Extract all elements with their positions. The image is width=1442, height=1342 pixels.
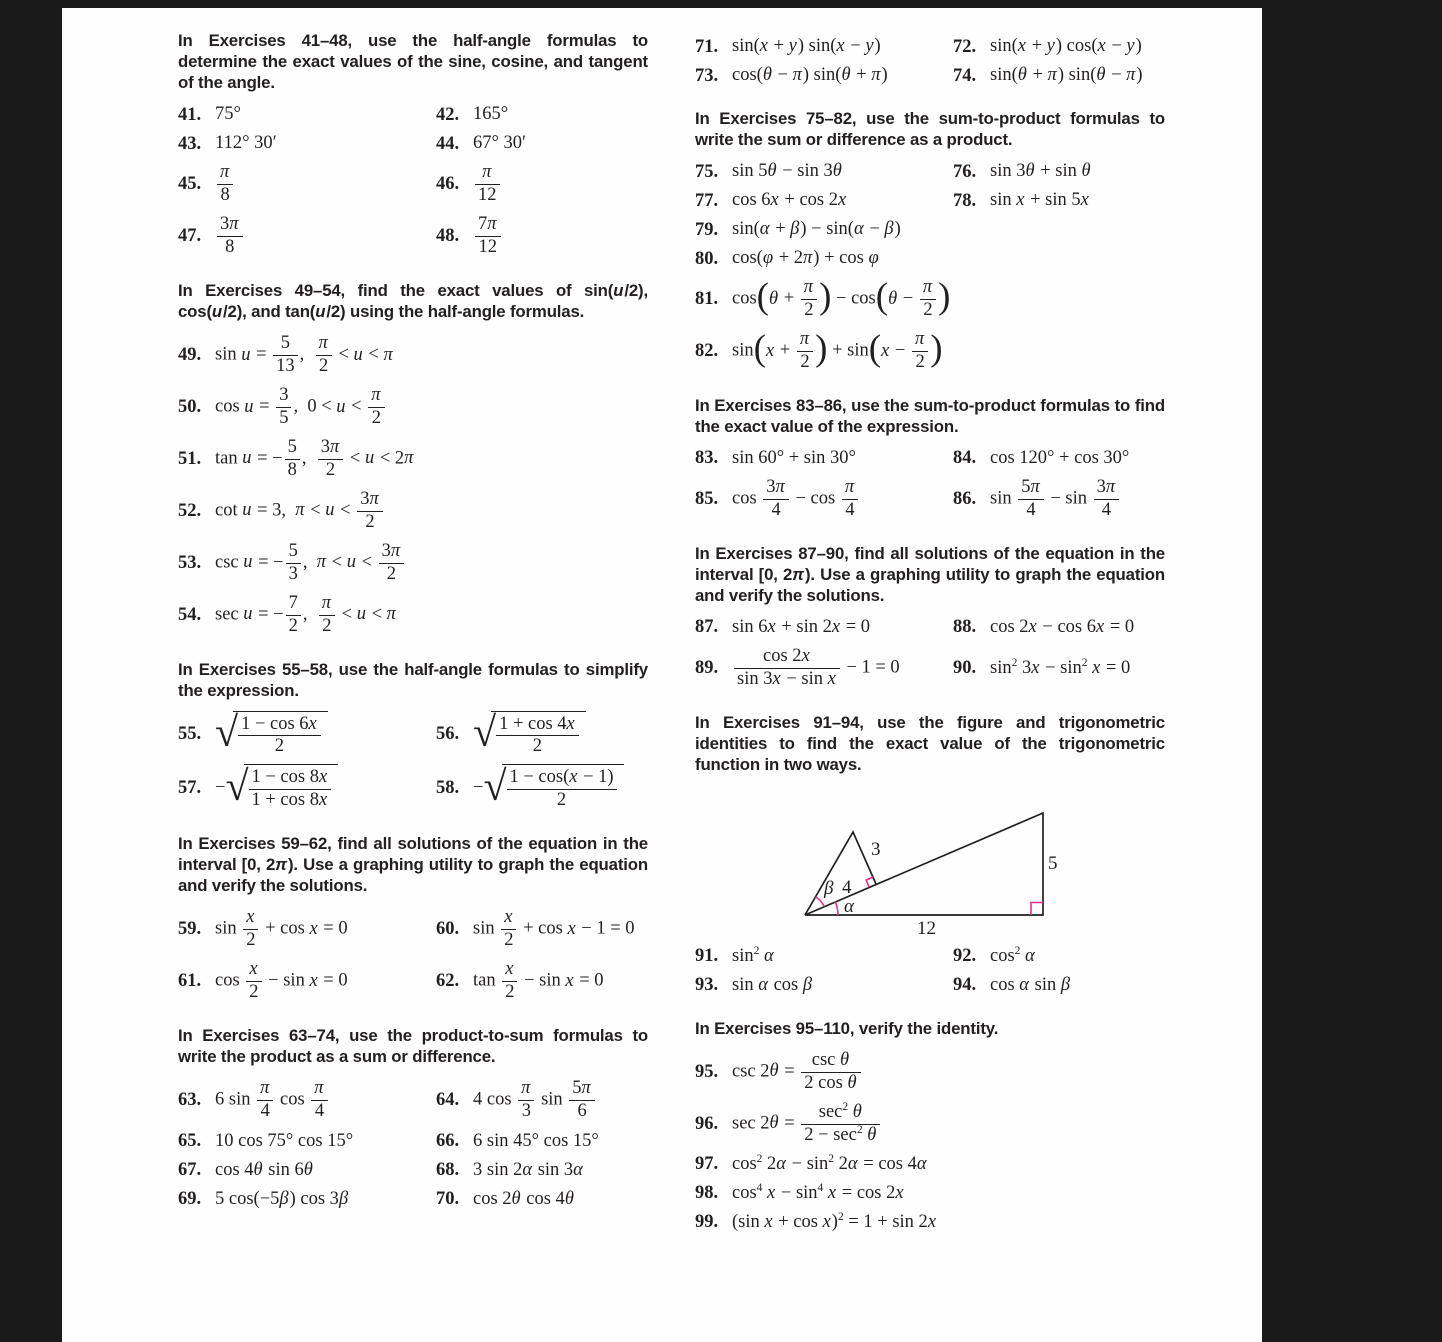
exercise-number: 72. xyxy=(953,36,977,57)
exercise-item xyxy=(953,616,1165,640)
exercise-section xyxy=(695,108,1165,375)
exercise-item xyxy=(178,436,648,483)
exercise-expression: 67° 30′ xyxy=(473,133,527,154)
exercise-expression: cos 6x + cos 2x xyxy=(732,190,847,211)
right-angle-mark-large xyxy=(1031,902,1043,915)
exercise-expression: $\frac{\pi}{12}$ xyxy=(473,161,502,208)
exercise-item xyxy=(953,974,1165,998)
exercise-number: 92. xyxy=(953,946,977,967)
exercise-number: 52. xyxy=(178,500,202,521)
exercise-row xyxy=(178,1129,648,1153)
exercise-item xyxy=(436,764,648,813)
exercise-section xyxy=(178,659,648,814)
exercise-section xyxy=(695,543,1165,692)
exercise-expression: sin x + sin 5x xyxy=(990,190,1089,211)
exercise-item xyxy=(695,645,953,692)
exercise-item xyxy=(436,161,648,208)
exercise-item xyxy=(695,1101,1165,1148)
exercise-expression: cos α sin β xyxy=(990,975,1071,996)
exercise-expression: $\frac{7\pi}{12}$ xyxy=(473,213,503,260)
exercise-item xyxy=(436,1129,648,1153)
exercise-row xyxy=(178,161,648,208)
exercise-item xyxy=(436,711,648,760)
exercise-item xyxy=(953,656,1165,680)
beta-angle-arc xyxy=(816,897,825,907)
exercise-item xyxy=(436,1077,648,1124)
section-instructions: In Exercises 59–62, find all solutions of the equation in the interval [0, 2π). Use a graphing utility to graph the equation and verify the solutions. xyxy=(178,834,648,896)
exercise-item xyxy=(436,1187,648,1211)
exercise-number: 98. xyxy=(695,1183,719,1204)
section-instructions: In Exercises 91–94, use the figure and trigonometric identities to find the exact value of the trigonometric function in two ways. xyxy=(695,712,1165,774)
exercise-expression: $\frac{\pi}{8}$ xyxy=(215,161,235,208)
exercise-number: 57. xyxy=(178,778,202,799)
exercise-section xyxy=(695,395,1165,523)
exercise-item xyxy=(953,945,1165,969)
exercise-number: 73. xyxy=(695,65,719,86)
exercise-item xyxy=(695,974,953,998)
exercise-row xyxy=(178,488,648,535)
exercise-row xyxy=(695,447,1165,471)
exercise-number: 67. xyxy=(178,1159,202,1180)
exercise-number: 78. xyxy=(953,190,977,211)
small-right-triangle xyxy=(805,832,876,915)
exercise-row xyxy=(695,1182,1165,1206)
exercise-row xyxy=(178,711,648,760)
exercise-expression: sin 5θ − sin 3θ xyxy=(732,161,842,182)
exercise-number: 55. xyxy=(178,724,202,745)
triangle-figure xyxy=(795,787,1165,939)
exercise-number: 99. xyxy=(695,1212,719,1233)
exercise-number: 79. xyxy=(695,219,719,240)
exercise-item xyxy=(695,447,953,471)
exercise-expression: sin(x + $\frac{\pi}{2}$ ) + sin(x − $\frac{\pi}{2}$ ) xyxy=(732,328,943,372)
exercise-expression: sin(x + y) sin(x − y) xyxy=(732,36,881,57)
exercise-row xyxy=(695,64,1165,88)
exercise-row xyxy=(178,1187,648,1211)
exercise-number: 96. xyxy=(695,1113,719,1134)
exercise-row xyxy=(695,189,1165,213)
exercise-row xyxy=(695,218,1165,242)
exercise-item xyxy=(953,476,1165,523)
exercise-number: 94. xyxy=(953,975,977,996)
scan-border-top xyxy=(0,0,1442,8)
section-instructions: In Exercises 75–82, use the sum-to-product formulas to write the sum or difference as a product. xyxy=(695,109,1165,149)
exercise-expression: 165° xyxy=(473,104,509,125)
exercise-item xyxy=(695,476,953,523)
exercise-item xyxy=(695,276,1165,323)
exercise-number: 80. xyxy=(695,248,719,269)
exercise-number: 81. xyxy=(695,288,719,309)
exercise-row xyxy=(178,1077,648,1124)
figure-label-side4: 4 xyxy=(842,876,852,898)
exercise-item xyxy=(695,160,953,184)
exercise-row xyxy=(178,436,648,483)
exercise-row xyxy=(695,160,1165,184)
exercise-number: 63. xyxy=(178,1090,202,1111)
exercise-item xyxy=(178,332,648,379)
two-column-layout xyxy=(178,30,1165,1240)
exercise-expression: sin(x + y) cos(x − y) xyxy=(990,36,1142,57)
exercise-row xyxy=(695,974,1165,998)
exercise-item xyxy=(178,1129,436,1153)
exercise-item xyxy=(953,189,1165,213)
section-instructions: In Exercises 83–86, use the sum-to-product formulas to find the exact value of the expression. xyxy=(695,395,1165,436)
exercise-expression: sin $\frac{x}{2}$ + cos x = 0 xyxy=(215,907,348,951)
exercise-item xyxy=(436,958,648,1005)
exercise-expression: $\frac{\cos 2x}{\text{sin 3x − sin x}}$ − 1 = 0 xyxy=(732,645,900,692)
exercise-row xyxy=(695,1049,1165,1096)
exercise-expression: cos(θ + $\frac{\pi}{2}$ ) − cos(θ − $\frac{\pi}{2}$ ) xyxy=(732,276,951,320)
exercise-expression: sec u = − $\frac{7}{2}$ , $\frac{\pi}{2}$ < u < π xyxy=(215,592,396,636)
exercise-expression: csc u = − $\frac{5}{3}$ , π < u < $\frac{3\pi}{2}$ xyxy=(215,540,406,587)
exercise-row xyxy=(178,958,648,1005)
exercise-expression: sin u = $\frac{5}{13}$ , $\frac{\pi}{2}$ < u < π xyxy=(215,332,393,376)
exercise-row xyxy=(178,540,648,587)
exercise-number: 77. xyxy=(695,190,719,211)
exercise-expression: $\cos^2 2\alpha - \sin^2 2\alpha = \cos 4\alpha$ xyxy=(732,1152,927,1175)
exercise-expression: cos u = $\frac{3}{5}$ , 0 < u < $\frac{\pi}{2}$ xyxy=(215,384,387,431)
exercise-number: 56. xyxy=(436,724,460,745)
left-column xyxy=(178,30,648,1240)
exercise-item xyxy=(178,213,436,260)
exercise-number: 93. xyxy=(695,975,719,996)
exercise-expression: cos 2x − cos 6x = 0 xyxy=(990,617,1135,638)
exercise-item xyxy=(178,384,648,431)
figure-label-base: 12 xyxy=(917,917,936,939)
section-instructions: In Exercises 49–54, find the exact values of sin(u/2), cos(u/2), and tan(u/2) using the half-angle formulas. xyxy=(178,280,648,321)
exercise-number: 82. xyxy=(695,340,719,361)
exercise-expression: 4 cos $\frac{\pi}{3}$ sin $\frac{5\pi}{6}$ xyxy=(473,1077,597,1124)
exercise-number: 83. xyxy=(695,448,719,469)
exercise-item xyxy=(178,1077,436,1124)
exercise-expression: 112° 30′ xyxy=(215,133,277,154)
exercise-row xyxy=(178,384,648,431)
exercise-number: 51. xyxy=(178,448,202,469)
exercise-row xyxy=(695,276,1165,323)
exercise-expression: cos(θ − π) sin(θ + π) xyxy=(732,65,888,86)
exercise-item xyxy=(695,247,1165,271)
exercise-section xyxy=(178,30,648,260)
exercise-number: 69. xyxy=(178,1188,202,1209)
exercise-item xyxy=(436,906,648,953)
exercise-expression: sin $\frac{x}{2}$ + cos x − 1 = 0 xyxy=(473,907,635,951)
exercise-row xyxy=(178,592,648,639)
exercise-row xyxy=(695,1101,1165,1148)
exercise-expression: 75° xyxy=(215,104,241,125)
exercise-item xyxy=(695,616,953,640)
section-instructions: In Exercises 95–110, verify the identity. xyxy=(695,1018,999,1038)
exercise-item xyxy=(953,64,1165,88)
exercise-number: 65. xyxy=(178,1130,202,1151)
exercise-expression: 3 sin 2α sin 3α xyxy=(473,1159,583,1180)
exercise-expression: √ $\frac{1 - \cos 6x}{2}$ xyxy=(215,711,328,760)
exercise-number: 89. xyxy=(695,657,719,678)
exercise-expression: 6 sin 45° cos 15° xyxy=(473,1130,599,1151)
exercise-number: 49. xyxy=(178,344,202,365)
exercise-row xyxy=(695,945,1165,969)
exercise-item xyxy=(436,1158,648,1182)
exercise-row xyxy=(695,328,1165,375)
exercise-row xyxy=(695,476,1165,523)
exercise-number: 91. xyxy=(695,946,719,967)
exercise-number: 97. xyxy=(695,1154,719,1175)
exercise-item xyxy=(178,1158,436,1182)
exercise-expression: $\sin^2 3x - \sin^2 x = 0$ xyxy=(990,656,1131,678)
exercise-row xyxy=(695,1153,1165,1177)
exercise-item xyxy=(178,906,436,953)
exercise-section xyxy=(695,1018,1165,1235)
exercise-expression: 6 sin $\frac{\pi}{4}$ cos $\frac{\pi}{4}$ xyxy=(215,1077,330,1124)
alpha-angle-arc xyxy=(835,901,838,914)
exercise-row xyxy=(695,645,1165,692)
exercise-expression: − √ $\frac{1 - \cos 8x}{1 + \cos 8x}$ xyxy=(215,764,338,813)
exercise-number: 42. xyxy=(436,104,460,125)
figure-label-side3: 3 xyxy=(871,838,881,860)
exercise-number: 62. xyxy=(436,971,460,992)
section-instructions: In Exercises 63–74, use the product-to-sum formulas to write the product as a sum or difference. xyxy=(178,1026,648,1067)
exercise-number: 71. xyxy=(695,36,719,57)
exercise-number: 76. xyxy=(953,161,977,182)
exercise-number: 85. xyxy=(695,488,719,509)
exercise-item xyxy=(953,447,1165,471)
exercise-expression: sin $\frac{5\pi}{4}$ − sin $\frac{3\pi}{4}$ xyxy=(990,476,1121,523)
figure-label-beta: β xyxy=(824,877,834,899)
exercise-number: 61. xyxy=(178,971,202,992)
exercise-item xyxy=(178,103,436,127)
exercise-number: 50. xyxy=(178,396,202,417)
exercise-expression: tan $\frac{x}{2}$ − sin x = 0 xyxy=(473,959,604,1003)
figure-label-alpha: α xyxy=(844,895,854,917)
exercise-expression: cot u = 3, π < u < $\frac{3\pi}{2}$ xyxy=(215,488,385,535)
section-instructions: In Exercises 41–48, use the half-angle formulas to determine the exact values of the sine, cosine, and tangent of the angle. xyxy=(178,31,648,92)
exercise-row xyxy=(695,247,1165,271)
exercise-item xyxy=(953,160,1165,184)
exercise-number: 44. xyxy=(436,133,460,154)
exercise-row xyxy=(178,332,648,379)
exercise-number: 43. xyxy=(178,133,202,154)
exercise-expression: cos 120° + cos 30° xyxy=(990,448,1130,469)
exercise-number: 47. xyxy=(178,225,202,246)
exercise-item xyxy=(436,213,648,260)
exercise-expression: $\cos^2 \alpha$ xyxy=(990,945,1035,967)
exercise-item xyxy=(178,1187,436,1211)
exercise-number: 68. xyxy=(436,1159,460,1180)
exercise-expression: (sin x + cos x)$^2$ = 1 + sin 2x xyxy=(732,1210,937,1233)
exercise-expression: sin 60° + sin 30° xyxy=(732,448,856,469)
exercise-item xyxy=(178,161,436,208)
right-column xyxy=(695,30,1165,1240)
exercise-item xyxy=(695,35,953,59)
exercise-expression: sin α cos β xyxy=(732,975,813,996)
exercise-row xyxy=(178,1158,648,1182)
exercise-number: 53. xyxy=(178,552,202,573)
exercise-number: 48. xyxy=(436,225,460,246)
exercise-expression: cos $\frac{3\pi}{4}$ − cos $\frac{\pi}{4}$ xyxy=(732,476,860,523)
exercise-item xyxy=(695,218,1165,242)
exercise-item xyxy=(178,958,436,1005)
exercise-row xyxy=(178,103,648,127)
exercise-item xyxy=(178,132,436,156)
section-instructions: In Exercises 55–58, use the half-angle formulas to simplify the expression. xyxy=(178,659,648,700)
exercise-item xyxy=(695,1211,1165,1235)
exercise-number: 64. xyxy=(436,1090,460,1111)
exercise-row xyxy=(178,213,648,260)
exercise-section xyxy=(695,35,1165,88)
exercise-item xyxy=(695,64,953,88)
section-instructions: In Exercises 87–90, find all solutions of the equation in the interval [0, 2π). Use a graphing utility to graph the equation and verify the solutions. xyxy=(695,543,1165,605)
exercise-expression: cos(φ + 2π) + cos φ xyxy=(732,248,879,269)
exercise-expression: csc 2θ = $\frac{\text{csc θ}}{\text{2 cos θ}}$ xyxy=(732,1049,863,1096)
exercise-expression: tan u = − $\frac{5}{8}$ , $\frac{3\pi}{2}$ < u < 2π xyxy=(215,436,414,480)
exercise-number: 58. xyxy=(436,778,460,799)
exercise-expression: sec 2θ = $\frac{\sec^2 \theta}{2 - \sec^2 \theta}$ xyxy=(732,1101,882,1148)
exercise-number: 74. xyxy=(953,65,977,86)
exercise-row xyxy=(695,616,1165,640)
exercise-expression: $\sin^2 \alpha$ xyxy=(732,945,774,967)
exercise-section xyxy=(695,712,1165,998)
exercise-number: 90. xyxy=(953,657,977,678)
exercise-number: 54. xyxy=(178,604,202,625)
exercise-number: 59. xyxy=(178,919,202,940)
exercise-number: 45. xyxy=(178,173,202,194)
exercise-item xyxy=(695,328,1165,375)
exercise-expression: 5 cos(−5β) cos 3β xyxy=(215,1188,349,1209)
exercise-item xyxy=(178,764,436,813)
exercise-expression: sin 6x + sin 2x = 0 xyxy=(732,617,870,638)
exercise-item xyxy=(436,132,648,156)
exercise-item xyxy=(178,540,648,587)
exercise-expression: $\frac{3\pi}{8}$ xyxy=(215,213,245,260)
exercise-expression: 10 cos 75° cos 15° xyxy=(215,1130,354,1151)
exercise-item xyxy=(178,592,648,639)
exercise-number: 41. xyxy=(178,104,202,125)
exercise-expression: sin(θ + π) sin(θ − π) xyxy=(990,65,1143,86)
exercise-item xyxy=(695,1049,1165,1096)
exercise-row xyxy=(695,1211,1165,1235)
exercise-item xyxy=(953,35,1165,59)
exercise-expression: − √ $\frac{1 - \cos(x - 1)}{2}$ xyxy=(473,764,624,813)
exercise-section xyxy=(178,833,648,1005)
exercise-expression: $\cos^4 x - \sin^4 x = \cos 2x$ xyxy=(732,1181,904,1204)
exercise-section xyxy=(178,1025,648,1211)
exercise-row xyxy=(178,132,648,156)
exercise-expression: sin 3θ + sin θ xyxy=(990,161,1091,182)
exercise-item xyxy=(695,1153,1165,1177)
figure-label-side5: 5 xyxy=(1048,852,1058,874)
exercise-number: 60. xyxy=(436,919,460,940)
exercise-number: 88. xyxy=(953,617,977,638)
exercise-row xyxy=(178,906,648,953)
exercise-item xyxy=(695,945,953,969)
exercise-expression: cos $\frac{x}{2}$ − sin x = 0 xyxy=(215,959,348,1003)
exercise-item xyxy=(178,488,648,535)
exercise-number: 46. xyxy=(436,173,460,194)
exercise-item xyxy=(695,189,953,213)
exercise-item xyxy=(436,103,648,127)
exercise-number: 87. xyxy=(695,617,719,638)
exercise-number: 70. xyxy=(436,1188,460,1209)
exercise-expression: cos 4θ sin 6θ xyxy=(215,1159,313,1180)
exercise-item xyxy=(695,1182,1165,1206)
exercise-number: 66. xyxy=(436,1130,460,1151)
exercise-number: 86. xyxy=(953,488,977,509)
large-right-triangle xyxy=(805,813,1043,915)
exercise-row xyxy=(178,764,648,813)
textbook-page xyxy=(62,8,1262,1342)
exercise-row xyxy=(695,35,1165,59)
exercise-expression: cos 2θ cos 4θ xyxy=(473,1188,574,1209)
exercise-expression: √ $\frac{1 + \cos 4x}{2}$ xyxy=(473,711,586,760)
exercise-number: 75. xyxy=(695,161,719,182)
exercise-section xyxy=(178,280,648,639)
exercise-number: 95. xyxy=(695,1061,719,1082)
exercise-number: 84. xyxy=(953,448,977,469)
exercise-item xyxy=(178,711,436,760)
exercise-expression: sin(α + β) − sin(α − β) xyxy=(732,219,901,240)
